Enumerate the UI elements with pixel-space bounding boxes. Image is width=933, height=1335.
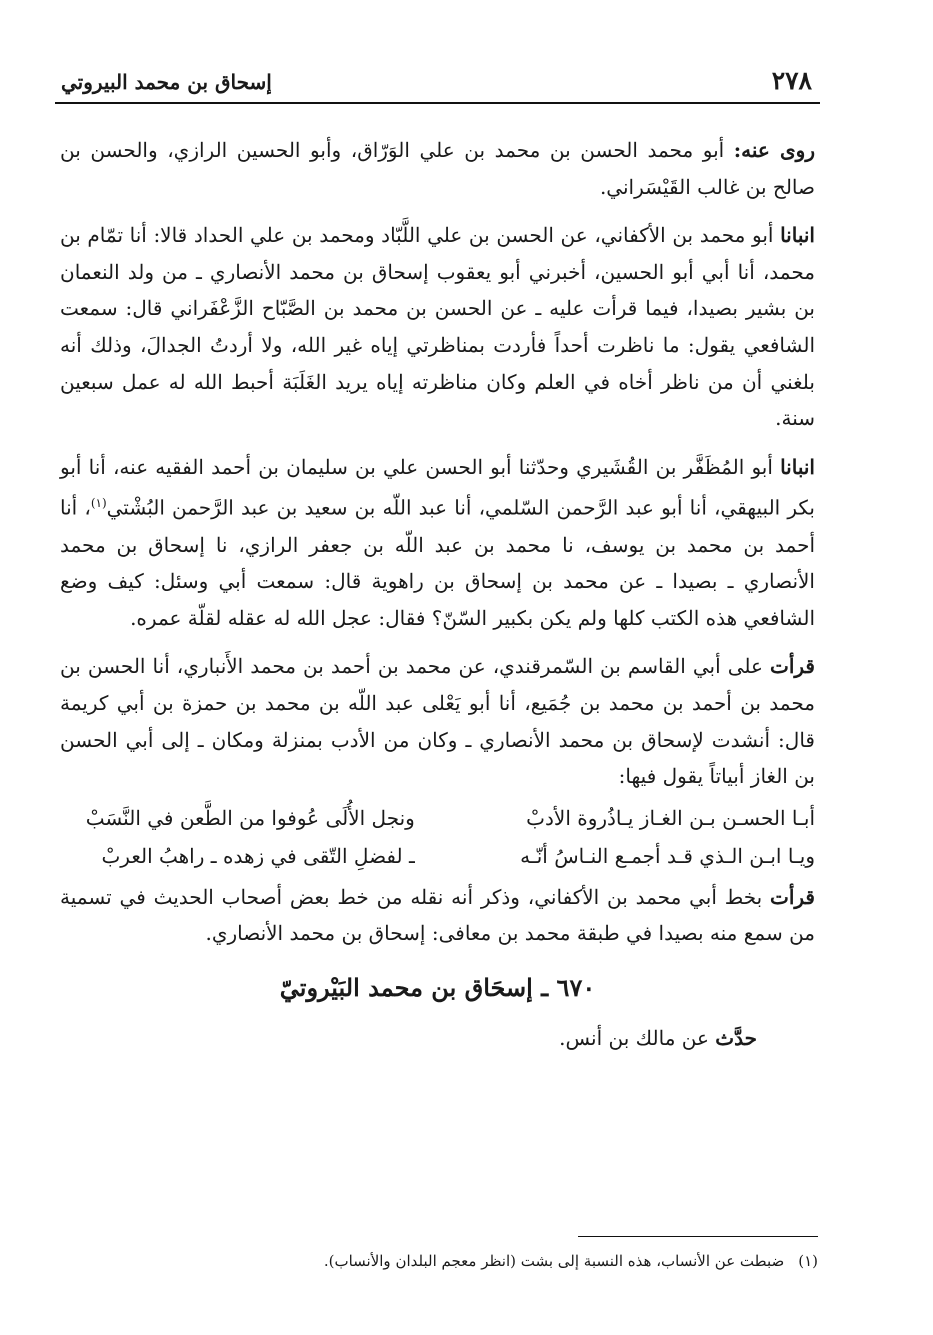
footnote-text: ضبطت عن الأنساب، هذه النسبة إلى بشت (انظر معجم البلدان والأنساب).: [323, 1252, 785, 1270]
page-number: ٢٧٨: [771, 66, 812, 95]
verse-second-hemistich: ونجل الأُلَى عُوفوا من الطَّعن في النَّسَبْ: [85, 805, 415, 830]
page-header: [55, 62, 820, 104]
verse-first-hemistich: أبـا الحسـن بـن الغـاز يـاذُروة الأدبْ: [526, 805, 815, 830]
paragraph-lead: روى عنه:: [733, 138, 815, 162]
poem: [60, 799, 815, 875]
paragraph-lead: قرأت: [770, 654, 815, 679]
paragraph-text: على أبي القاسم بن السّمرقندي، عن محمد بن أحمد بن محمد الأَنباري، أنا الحسن بن محمد بن أحمد بن محمد بن جُمَيع، أنا أبو يَعْلى عبد اللّه بن محمد بن حمزة بن أبي كريمة قال: أنشدت لإسحاق بن محمد الأنصاري ـ وكان من الأدب بمنزلة ومكان ـ إلى أبي الحسن بن الغاز أبياتاً يقول فيها:: [60, 654, 815, 789]
paragraph-lead: انبانا: [780, 454, 815, 479]
paragraph-lead: انبانا: [780, 223, 815, 248]
main-text: [60, 132, 815, 1057]
paragraph-verses-intro: [60, 648, 815, 794]
entry-heading: ٦٧٠ ـ إسحَاق بن محمد البَيْروتيّ: [279, 972, 596, 1002]
paragraph-narrators: [60, 132, 815, 205]
paragraph-text: أبو محمد الحسن بن محمد بن علي الوَرّاق، وأبو الحسين الرازي، والحسن بن صالح بن غالب القَيْسَراني.: [60, 138, 815, 199]
paragraph-lead: قرأت: [770, 884, 815, 909]
paragraph-text-continued: ، أنا أحمد بن محمد بن يوسف، نا محمد بن عبد اللّه بن جعفر الرازي، نا إسحاق بن محمد الأنصاري ـ بصيدا ـ عن محمد بن إسحاق بن راهوية قال: سمعت أبي وسئل: كيف وضع الشافعي هذه الكتب كلها ولم يكن بكبير السّنّ؟ فقال: عجل الله له عقله لقلّة عمره.: [60, 496, 815, 630]
paragraph-akfani-note: [60, 879, 815, 952]
paragraph-lead: حدَّث: [715, 1025, 757, 1050]
poem-verse: [60, 799, 815, 837]
paragraph-text: أبو محمد بن الأكفاني، عن الحسن بن علي اللَّبّاد ومحمد بن علي الحداد قالا: أنا تمّام بن محمد، أنا أبي أبو الحسين، أخبرني أبو يعقوب إسحاق بن محمد الأنصاري ـ من ولد النعمان بن بشير بصيدا، فيما قرأت عليه ـ عن الحسن بن محمد بن الصَّبّاح الزَّعْفَراني قال: سمعت الشافعي يقول: ما ناظرت أحداً فأردت بمناظرتي إياه غير الله، ولا أردتُ الجدالَ، وذلك أنه بلغني أن من ناظر أخاه في العلم وكان مناظرته إياه يريد الغَلَبَة أحبط الله له عمل سبعين سنة.: [60, 223, 815, 431]
paragraph-text: بخط أبي محمد بن الأكفاني، وذكر أنه نقله من خط بعض أصحاب الحديث في تسمية من سمع منه بصيدا في طبقة محمد بن معافى: إسحاق بن محمد الأنصاري.: [60, 884, 815, 946]
footnote-number: (١): [798, 1252, 818, 1270]
footnote-divider: [578, 1236, 818, 1237]
entry-text: [60, 1020, 815, 1057]
verse-second-hemistich: ـ لفضلِ التّقى في زهده ـ راهبُ العربْ: [101, 843, 415, 868]
footnote: [240, 1248, 818, 1274]
paragraph-shafii-books: [60, 449, 815, 637]
paragraph-shafii-debate: [60, 217, 815, 437]
paragraph-text: عن مالك بن أنس.: [559, 1025, 716, 1050]
poem-verse: [60, 837, 815, 875]
footnote-reference[interactable]: (١): [90, 496, 107, 511]
paragraph-text: أبو المُظَفَّر بن القُشَيري وحدّثنا أبو الحسن علي بن سليمان بن أحمد الفقيه عنه، أنا أبو بكر البيهقي، أنا أبو عبد الرَّحمن السّلمي، أنا عبد اللّه بن سعيد بن عبد الرَّحمن البُشْتي: [60, 454, 815, 520]
running-title: إسحاق بن محمد البيروتي: [61, 70, 272, 94]
verse-first-hemistich: ويـا ابـن الـذي قـد أجمـع النـاسُ أنّـه: [520, 843, 815, 868]
